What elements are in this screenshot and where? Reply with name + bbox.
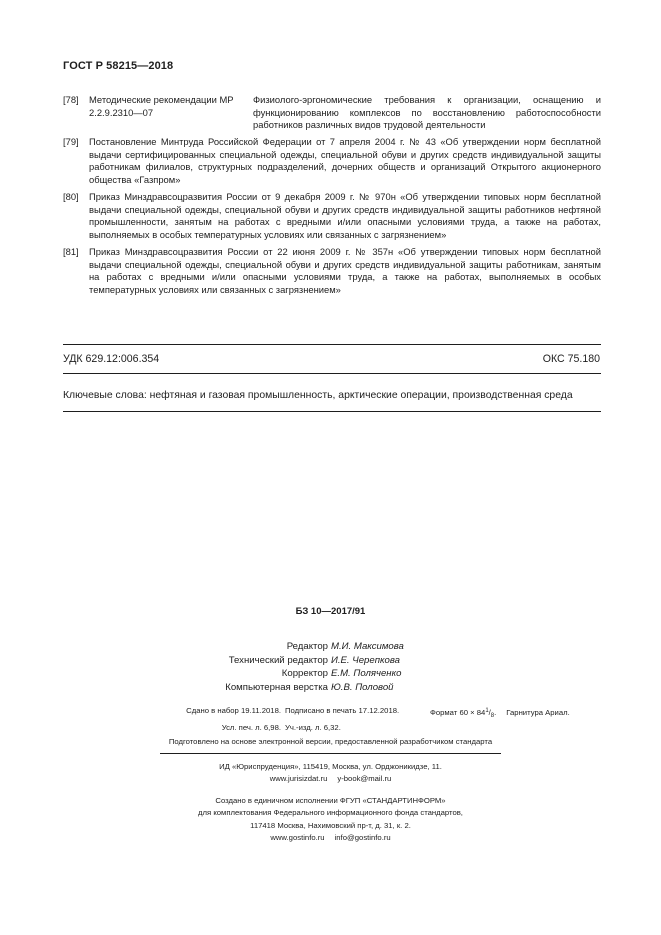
staff-row	[0, 667, 661, 681]
bottom-divider	[63, 411, 601, 412]
bz-number: БЗ 10—2017/91	[295, 606, 366, 617]
entry-title: Физиолого-эргономические требования к организации, оснащению и функционированию комплексов по восстановлению работоспособности работников различных видов трудовой деятельности	[253, 94, 601, 131]
creator-site: www.gostinfo.ru	[270, 832, 325, 842]
entry-text: Приказ Минздравсоцразвития России от 22 июня 2009 г. № 357н «Об утверждении типовых норм бесплатной выдачи специальной одежды, специальной обуви и других средств индивидуальной защиты работникам, занятым на работах с вредными и/или опасными условиями труда, а также на работах, выполняемых в особых температурных условиях или связанных с загрязнением»	[89, 246, 601, 295]
prepared-note: Подготовлено на основе электронной версии, предоставленной разработчиком стандарта	[168, 737, 493, 746]
staff-row	[0, 681, 661, 695]
staff-role: Компьютерная верстка	[225, 681, 328, 693]
staff-row	[0, 654, 661, 668]
bibliography-entry	[63, 191, 601, 241]
bibliography-entry	[63, 136, 601, 186]
bibliography-list	[63, 94, 601, 301]
staff-person: И.Е. Черепкова	[331, 654, 401, 666]
middle-divider	[63, 373, 601, 374]
entry-number: [81]	[63, 246, 79, 258]
staff-role: Корректор	[281, 668, 328, 679]
bibliography-entry	[63, 246, 601, 296]
publisher-address: ИД «Юриспруденция», 115419, Москва, ул. Орджоникидзе, 11.	[219, 762, 442, 771]
creator-line: для комплектования Федерального информационного фонда стандартов,	[198, 808, 463, 818]
signed-date: Подписано в печать 17.12.2018.	[285, 706, 400, 715]
entry-number: [80]	[63, 191, 79, 203]
publisher-block	[0, 761, 661, 786]
entry-number: [78]	[63, 94, 79, 105]
publisher-email: y-book@mail.ru	[337, 774, 392, 784]
footer-divider	[160, 753, 501, 754]
creator-email: info@gostinfo.ru	[334, 832, 391, 842]
edition-sheets: Уч.-изд. л. 6,32.	[285, 723, 341, 732]
top-divider	[63, 344, 601, 345]
submitted-date: Сдано в набор 19.11.2018.	[186, 706, 281, 715]
entry-text: Постановление Минтруда Российской Федерации от 7 апреля 2004 г. № 43 «Об утверждении норм бесплатной выдачи сертифицированных специальной одежды, специальной обуви и других средств индивидуальной защиты работникам филиалов, структурных подразделений, дочерних обществ и организаций Открытого акционерного общества «Газпром»	[89, 136, 601, 186]
staff-person: Е.М. Поляченко	[331, 668, 402, 679]
bibliography-entry	[63, 94, 601, 132]
creator-block	[0, 795, 661, 844]
entry-source: Методические рекомендации МР 2.2.9.2310—07	[89, 94, 234, 118]
udk-code: УДК 629.12:006.354	[63, 353, 160, 365]
publisher-site: www.jurisizdat.ru	[269, 774, 328, 784]
staff-person: Ю.В. Половой	[331, 681, 394, 693]
creator-address: 117418 Москва, Нахимовский пр-т, д. 31, к. 2.	[250, 820, 411, 830]
oks-code: ОКС 75.180	[542, 353, 600, 365]
editorial-staff	[0, 640, 661, 694]
creator-line: Создано в единичном исполнении ФГУП «СТАНДАРТИНФОРМ»	[215, 796, 446, 805]
keywords: Ключевые слова: нефтяная и газовая промышленность, арктические операции, производственная среда	[63, 390, 573, 401]
staff-row	[0, 640, 661, 654]
staff-role: Технический редактор	[228, 654, 328, 666]
entry-text: Приказ Минздравсоцразвития России от 9 декабря 2009 г. № 970н «Об утверждении типовых норм бесплатной выдачи специальной одежды, специальной обуви и других средств индивидуальной защиты работников нефтяной промышленности, занятым на работах с вредными и/или опасными условиями труда, а также на работах, выполняемых в особых температурных условиях или связанных с загрязнением»	[89, 191, 601, 240]
format-and-font: Формат $60 \times 84^1/_8$. Гарнитура Ариал.	[430, 708, 570, 719]
entry-number: [79]	[63, 136, 79, 148]
document-header: ГОСТ Р 58215—2018	[63, 60, 174, 72]
print-details	[0, 705, 661, 734]
staff-role: Редактор	[286, 641, 328, 652]
print-sheets: Усл. печ. л. 6,98.	[221, 723, 281, 732]
staff-person: М.И. Максимова	[331, 641, 404, 652]
